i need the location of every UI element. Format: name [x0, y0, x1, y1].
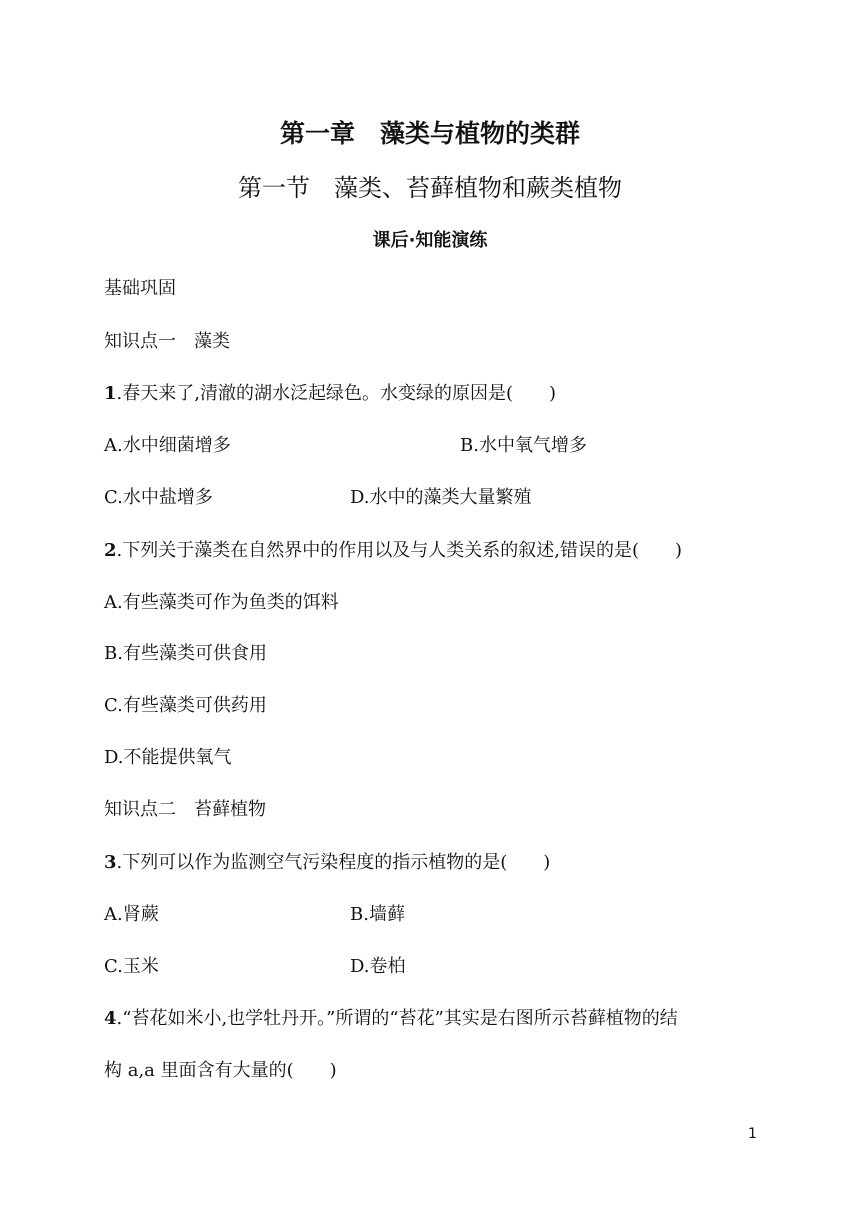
page-number: 1: [748, 1126, 757, 1142]
question-number: 1: [104, 383, 117, 404]
question-1: [104, 379, 556, 405]
subsection-title: 课后·知能演练: [372, 230, 488, 251]
option-d: D.水中的藻类大量繁殖: [350, 487, 532, 508]
section-title: 第一节 藻类、苔藓植物和蕨类植物: [238, 174, 622, 202]
option-c: C.玉米: [104, 956, 159, 977]
question-text-continued: 构 a,a 里面含有大量的( ): [104, 1060, 337, 1081]
option-c: C.有些藻类可供药用: [104, 695, 267, 716]
option-c: C.水中盐增多: [104, 487, 213, 508]
option-b: B.水中氧气增多: [460, 435, 587, 456]
option-a: A.水中细菌增多: [104, 435, 231, 456]
option-b: B.有些藻类可供食用: [104, 643, 267, 664]
option-b: B.墙藓: [350, 904, 405, 925]
question-text: .“苔花如米小,也学牡丹开。”所谓的“苔花”其实是右图所示苔藓植物的结: [116, 1008, 678, 1029]
question-text: .春天来了,清澈的湖水泛起绿色。水变绿的原因是( ): [116, 383, 557, 404]
question-text: .下列可以作为监测空气污染程度的指示植物的是( ): [116, 852, 551, 873]
question-number: 4: [104, 1008, 117, 1029]
option-a: A.肾蕨: [104, 904, 159, 925]
knowledge-point-heading: 知识点一 藻类: [104, 331, 230, 352]
option-a: A.有些藻类可作为鱼类的饵料: [104, 592, 339, 613]
part-heading: 基础巩固: [104, 278, 176, 299]
question-number: 2: [104, 540, 117, 561]
question-2: [104, 536, 682, 562]
chapter-title: 第一章 藻类与植物的类群: [279, 119, 580, 148]
option-d: D.不能提供氧气: [104, 747, 232, 768]
question-number: 3: [104, 852, 117, 873]
question-text: .下列关于藻类在自然界中的作用以及与人类关系的叙述,错误的是( ): [116, 540, 683, 561]
question-4: [104, 1004, 678, 1030]
knowledge-point-heading: 知识点二 苔藓植物: [104, 799, 266, 820]
option-d: D.卷柏: [350, 956, 406, 977]
question-3: [104, 848, 550, 874]
